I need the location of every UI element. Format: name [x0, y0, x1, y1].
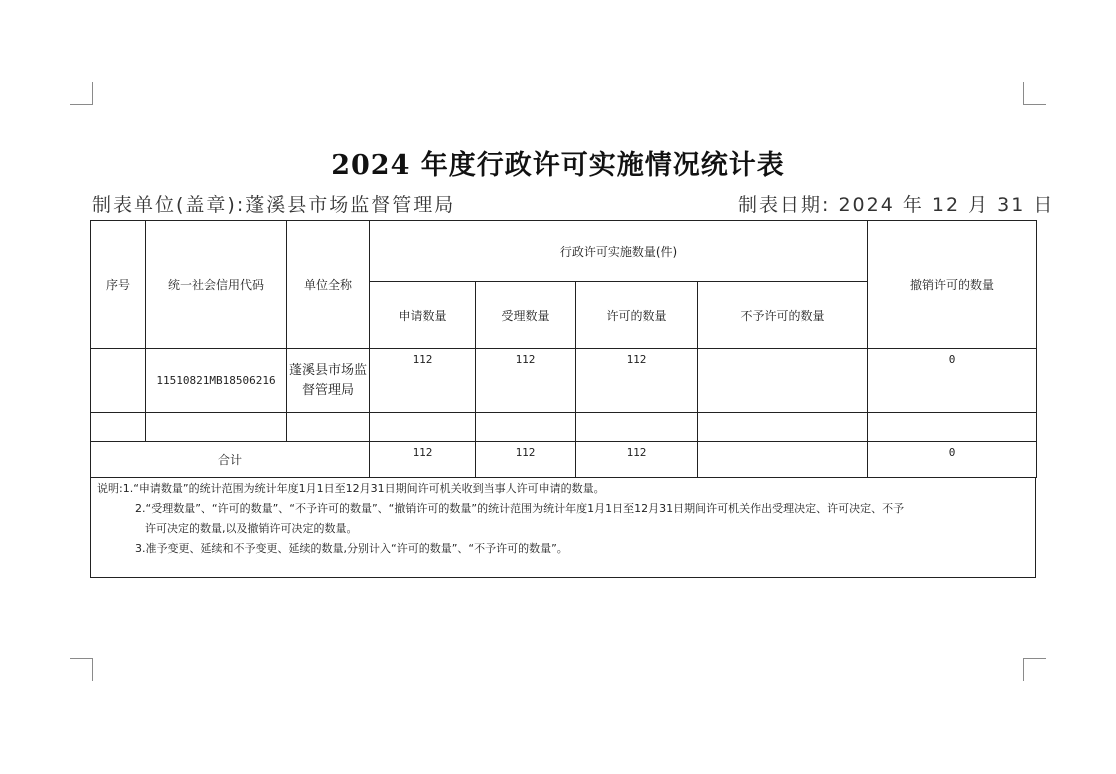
cell-unit-name: 蓬溪县市场监督管理局 [287, 349, 370, 413]
header-unit-name: 单位全称 [287, 221, 370, 349]
header-credit-code: 统一社会信用代码 [146, 221, 287, 349]
cell-seq [91, 349, 146, 413]
total-permit-count: 112 [576, 442, 698, 478]
header-deny-count: 不予许可的数量 [698, 282, 868, 349]
total-deny-count [698, 442, 868, 478]
document-title: 2024 年度行政许可实施情况统计表 [331, 150, 785, 181]
empty-cell [287, 413, 370, 442]
total-accept-count: 112 [476, 442, 576, 478]
header-seq: 序号 [91, 221, 146, 349]
cell-revoke-count: 0 [868, 349, 1037, 413]
cell-deny-count [698, 349, 868, 413]
empty-cell [146, 413, 287, 442]
empty-cell [370, 413, 476, 442]
cell-credit-code: 11510821MB18506216 [146, 349, 287, 413]
note-line-1: 说明:1.“申请数量”的统计范围为统计年度1月1日至12月31日期间许可机关收到当事人许可申请的数量。 [97, 482, 605, 495]
note-line-2: 2.“受理数量”、“许可的数量”、“不予许可的数量”、“撤销许可的数量”的统计范围为统计年度1月1日至12月31日期间许可机关作出受理决定、许可决定、不予 [135, 502, 905, 515]
empty-cell [868, 413, 1037, 442]
table-row-empty [91, 413, 1037, 442]
total-apply-count: 112 [370, 442, 476, 478]
cell-permit-count: 112 [576, 349, 698, 413]
table-row [91, 349, 1037, 413]
note-line-3: 许可决定的数量,以及撤销许可决定的数量。 [145, 522, 358, 535]
crop-mark-top-left [70, 82, 93, 105]
empty-cell [576, 413, 698, 442]
total-row [91, 442, 1037, 478]
crop-mark-bottom-left [70, 658, 93, 681]
cell-apply-count: 112 [370, 349, 476, 413]
notes-box [90, 478, 1036, 578]
empty-cell [698, 413, 868, 442]
empty-cell [476, 413, 576, 442]
crop-mark-top-right [1023, 82, 1046, 105]
report-date: 制表日期: 2024 年 12 月 31 日 [738, 194, 1055, 216]
header-permit-count: 许可的数量 [576, 282, 698, 349]
header-revoke-count: 撤销许可的数量 [868, 221, 1037, 349]
empty-cell [91, 413, 146, 442]
header-accept-count: 受理数量 [476, 282, 576, 349]
total-revoke-count: 0 [868, 442, 1037, 478]
statistics-table [90, 220, 1037, 478]
header-apply-count: 申请数量 [370, 282, 476, 349]
reporting-unit: 制表单位(盖章):蓬溪县市场监督管理局 [92, 194, 456, 216]
header-permit-count-group: 行政许可实施数量(件) [370, 221, 868, 282]
note-line-4: 3.准予变更、延续和不予变更、延续的数量,分别计入“许可的数量”、“不予许可的数量”。 [135, 542, 568, 555]
total-label: 合计 [91, 442, 370, 478]
crop-mark-bottom-right [1023, 658, 1046, 681]
cell-accept-count: 112 [476, 349, 576, 413]
